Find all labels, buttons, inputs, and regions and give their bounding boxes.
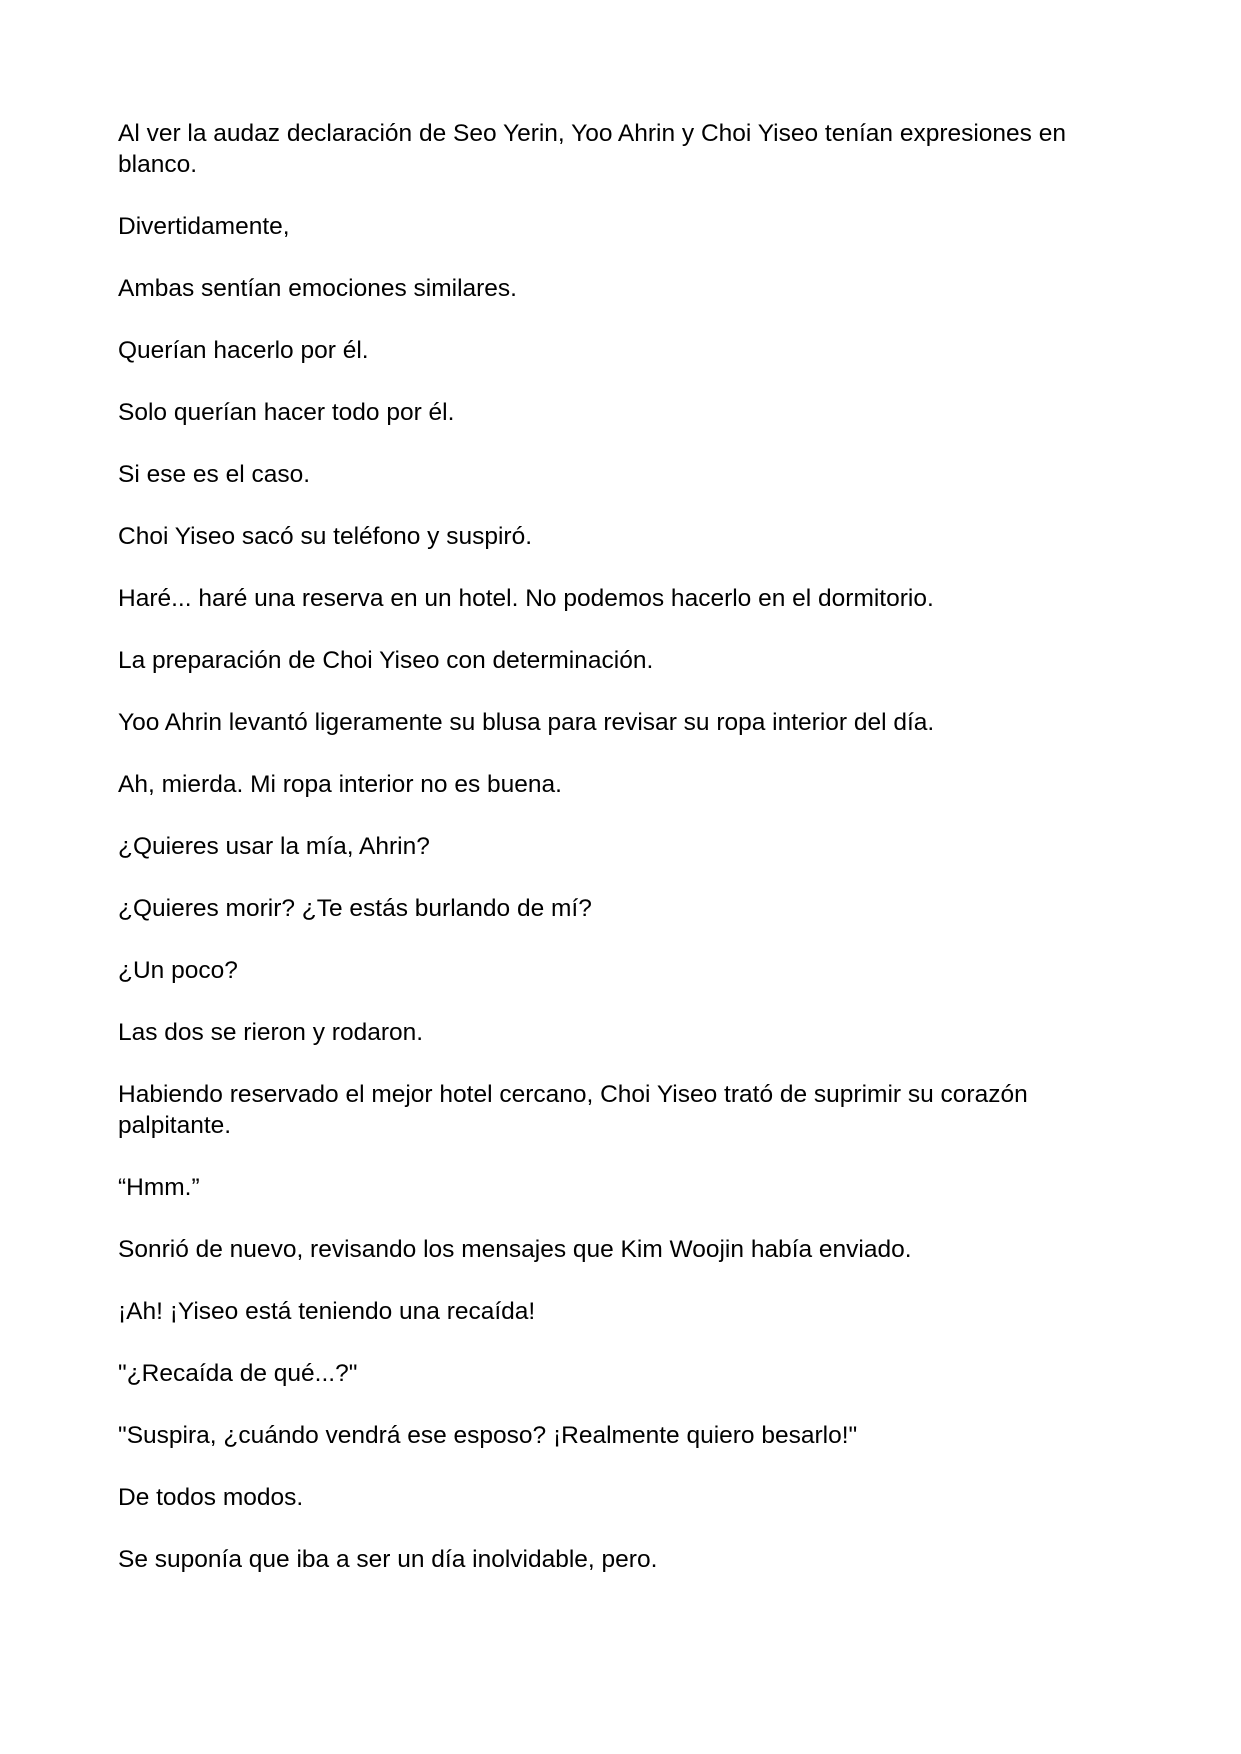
paragraph: ¿Quieres morir? ¿Te estás burlando de mí? — [118, 895, 592, 922]
paragraph: Si ese es el caso. — [118, 461, 311, 488]
paragraph: Haré... haré una reserva en un hotel. No podemos hacerlo en el dormitorio. — [118, 585, 934, 612]
paragraph: Choi Yiseo sacó su teléfono y suspiró. — [118, 523, 533, 550]
paragraph: Solo querían hacer todo por él. — [118, 399, 455, 426]
paragraph: Ah, mierda. Mi ropa interior no es buena. — [118, 771, 562, 798]
paragraph: Las dos se rieron y rodaron. — [118, 1019, 424, 1046]
paragraph: ¿Un poco? — [118, 957, 238, 984]
paragraph: "¿Recaída de qué...?" — [118, 1360, 358, 1387]
paragraph: Yoo Ahrin levantó ligeramente su blusa para revisar su ropa interior del día. — [118, 709, 935, 736]
paragraph: “Hmm.” — [118, 1174, 200, 1201]
paragraph: Habiendo reservado el mejor hotel cercano, Choi Yiseo trató de suprimir su corazón palpitante. — [118, 1081, 1028, 1139]
paragraph: Querían hacerlo por él. — [118, 337, 369, 364]
paragraph: La preparación de Choi Yiseo con determinación. — [118, 647, 654, 674]
paragraph: ¡Ah! ¡Yiseo está teniendo una recaída! — [118, 1298, 536, 1325]
paragraph: Se suponía que iba a ser un día inolvidable, pero. — [118, 1546, 658, 1573]
document-body — [118, 118, 1078, 1606]
paragraph: ¿Quieres usar la mía, Ahrin? — [118, 833, 430, 860]
paragraph: Ambas sentían emociones similares. — [118, 275, 517, 302]
paragraph: Sonrió de nuevo, revisando los mensajes que Kim Woojin había enviado. — [118, 1236, 912, 1263]
paragraph: Divertidamente, — [118, 213, 290, 240]
paragraph: "Suspira, ¿cuándo vendrá ese esposo? ¡Realmente quiero besarlo!" — [118, 1422, 858, 1449]
paragraph: Al ver la audaz declaración de Seo Yerin, Yoo Ahrin y Choi Yiseo tenían expresiones en blanco. — [118, 120, 1066, 178]
paragraph: De todos modos. — [118, 1484, 304, 1511]
